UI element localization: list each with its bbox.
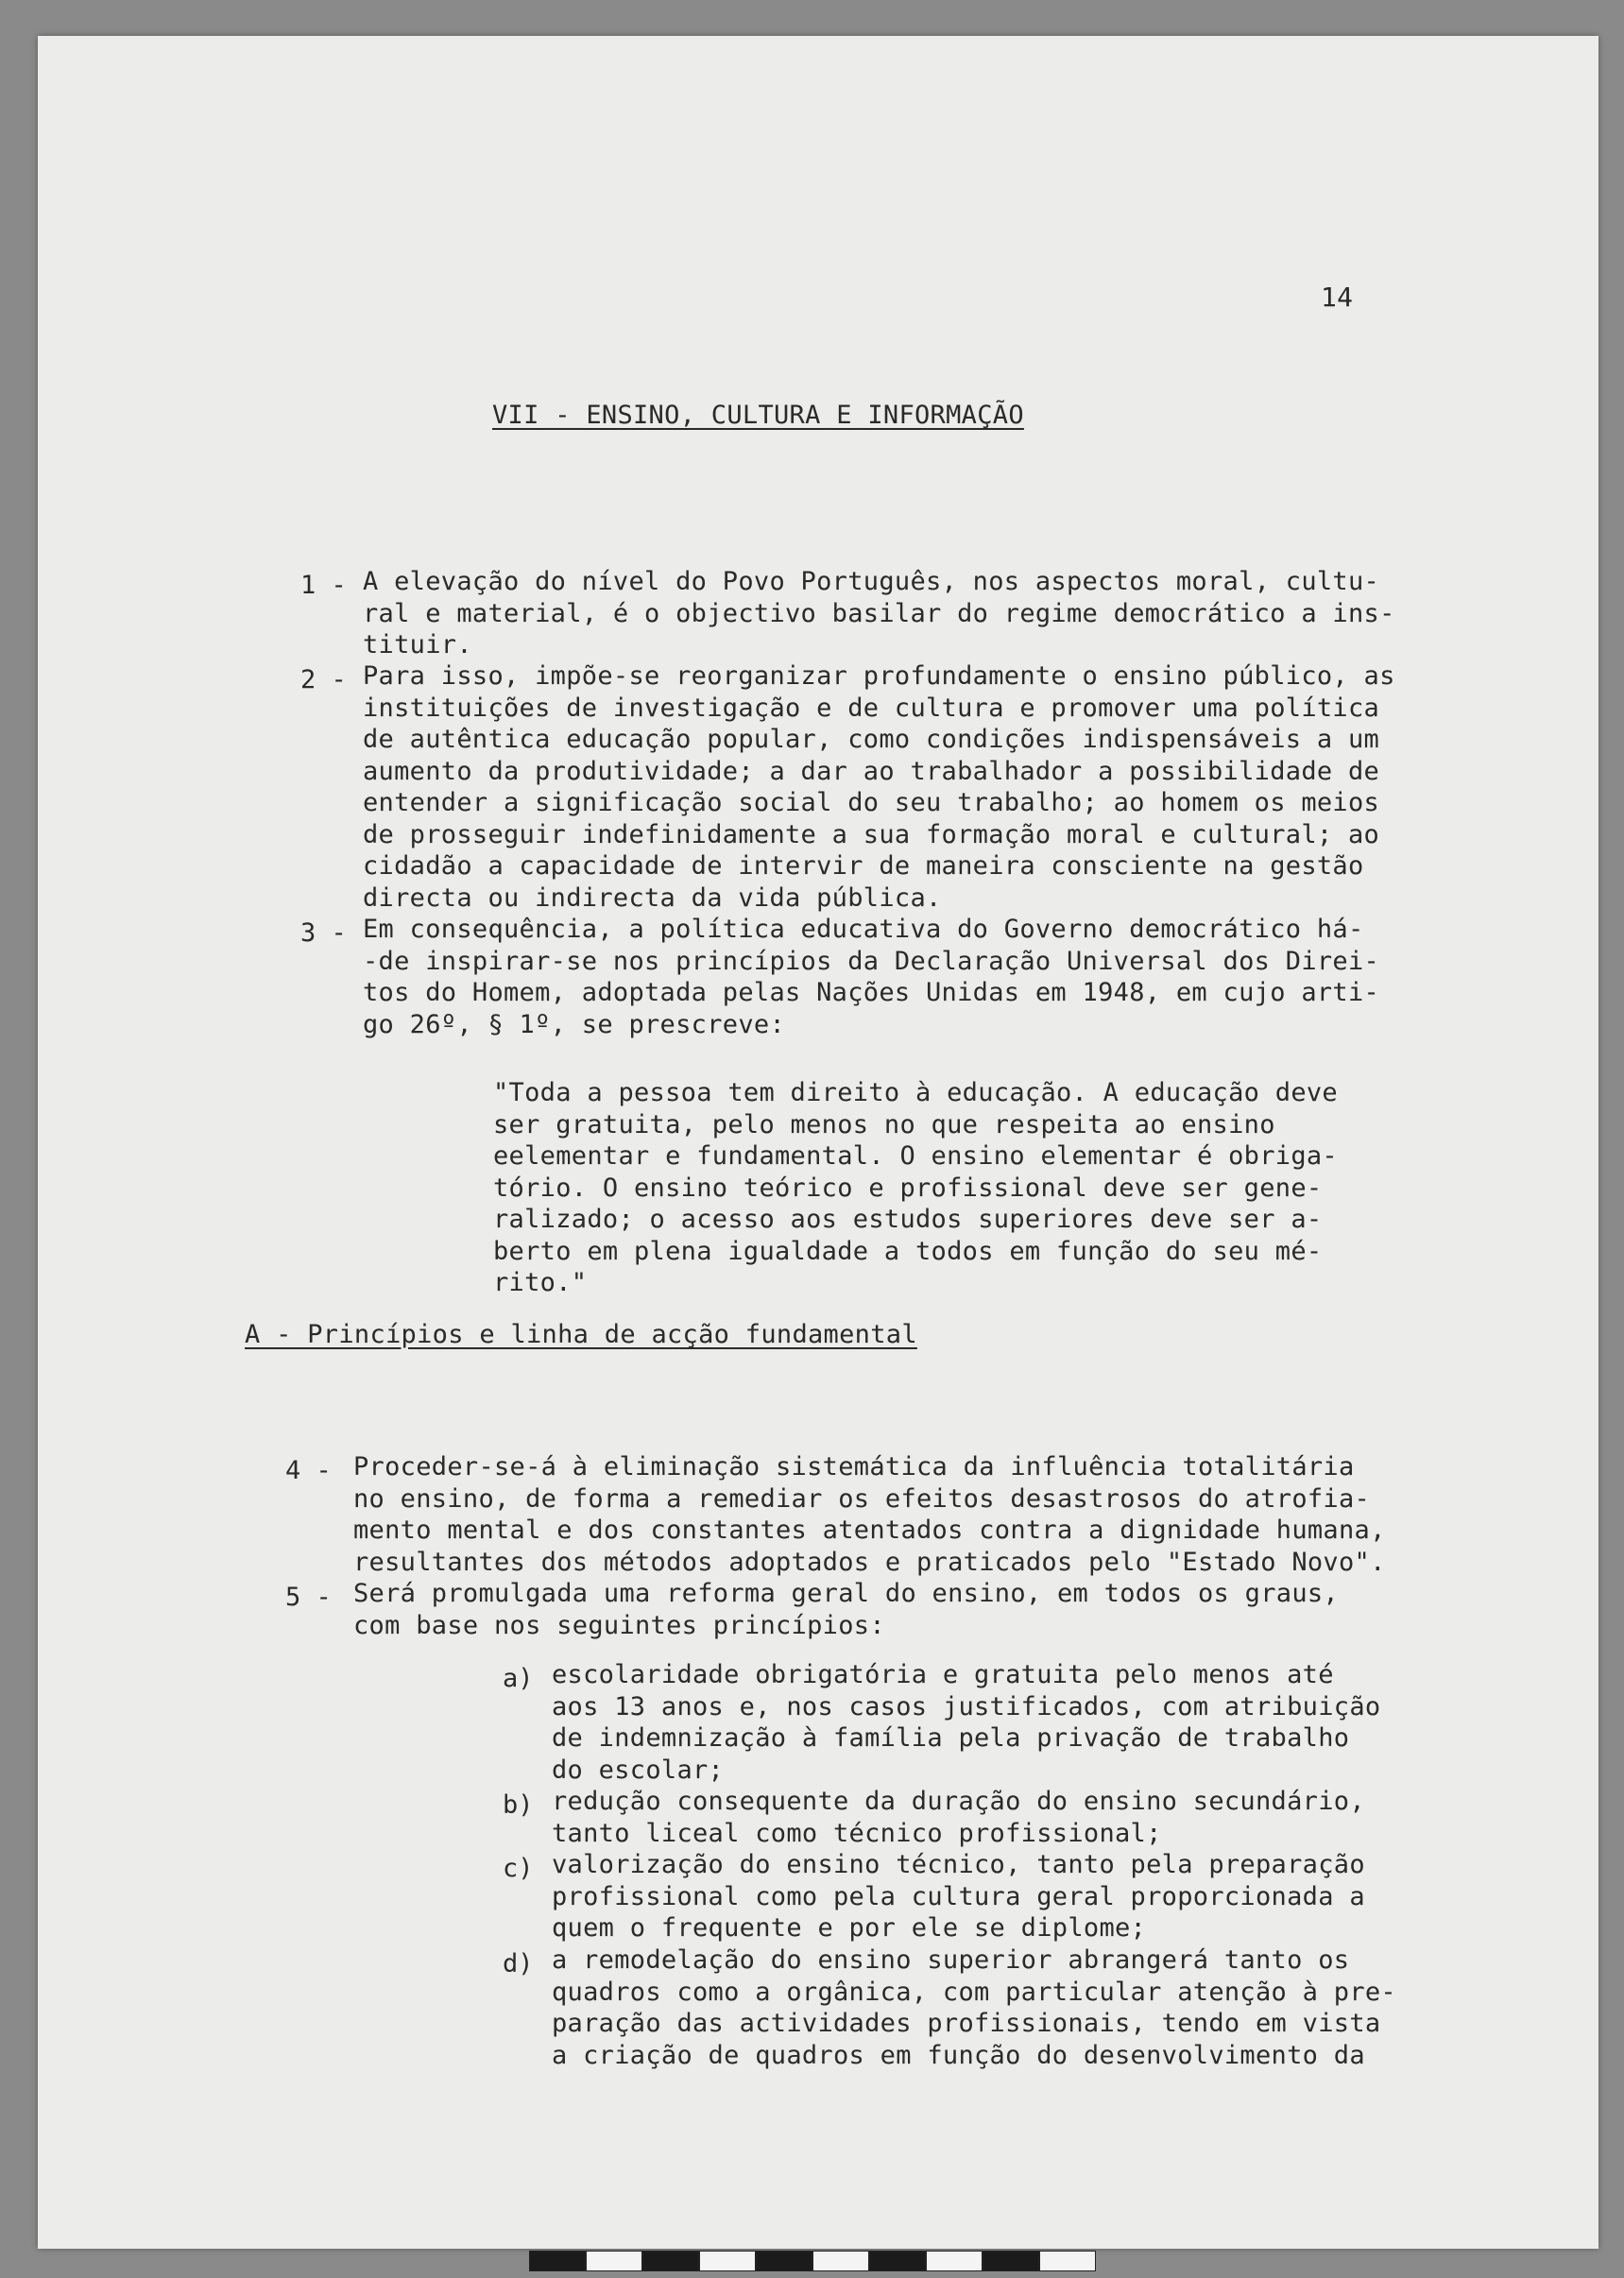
paragraph-1 <box>363 566 1395 661</box>
text-line: Para isso, impõe-se reorganizar profundamente o ensino público, as <box>363 661 1395 691</box>
text-line: Em consequência, a política educativa do Governo democrático há- <box>363 915 1364 944</box>
text-line: -de inspirar-se nos princípios da Declaração Universal dos Direi- <box>363 946 1380 976</box>
text-line: de autêntica educação popular, como condições indispensáveis a um <box>363 725 1380 754</box>
text-line: quem o frequente e por ele se diplome; <box>552 1913 1147 1943</box>
text-line: "Toda a pessoa tem direito à educação. A educação deve <box>493 1078 1338 1107</box>
scale-ruler <box>529 2251 1096 2271</box>
text-line: A elevação do nível do Povo Português, nos aspectos moral, cultu- <box>363 567 1380 596</box>
text-line: profissional como pela cultura geral proporcionada a <box>552 1881 1365 1911</box>
text-line: aumento da produtividade; a dar ao trabalhador a possibilidade de <box>363 756 1380 786</box>
paragraph-number: 5 - <box>285 1583 332 1612</box>
section-title: VII - ENSINO, CULTURA E INFORMAÇÃO <box>492 401 1024 430</box>
text-line: de indemnização à família pela privação de trabalho <box>552 1723 1350 1753</box>
paragraph-number: 4 - <box>285 1456 332 1485</box>
text-line: com base nos seguintes princípios: <box>353 1610 885 1640</box>
paragraph-number: 2 - <box>300 665 347 694</box>
text-line: no ensino, de forma a remediar os efeitos desastrosos do atrofia- <box>353 1483 1371 1514</box>
text-line: tituir. <box>363 630 472 659</box>
text-line: cidadão a capacidade de intervir de maneira consciente na gestão <box>363 851 1364 881</box>
text-line: tório. O ensino teórico e profissional deve ser gene- <box>493 1173 1323 1203</box>
text-line: tos do Homem, adoptada pelas Nações Unidas em 1948, em cujo arti- <box>363 978 1380 1007</box>
text-line: tanto liceal como técnico profissional; <box>552 1818 1162 1848</box>
paragraph-4 <box>353 1451 1386 1578</box>
text-line: berto em plena igualdade a todos em função do seu mé- <box>493 1236 1323 1266</box>
list-item <box>552 1944 1396 2071</box>
text-line: escolaridade obrigatória e gratuita pelo menos até <box>552 1660 1334 1689</box>
subsection-title: A - Princípios e linha de acção fundamental <box>245 1320 917 1349</box>
page-number: 14 <box>1321 282 1354 313</box>
paragraph-3 <box>363 914 1379 1040</box>
paragraph-5 <box>353 1578 1339 1641</box>
item-letter: a) <box>503 1664 534 1693</box>
text-line: eelementar e fundamental. O ensino elementar é obriga- <box>493 1141 1338 1171</box>
text-line: Será promulgada uma reforma geral do ensino, em todos os graus, <box>353 1579 1339 1608</box>
text-line: entender a significação social do seu trabalho; ao homem os meios <box>363 788 1380 817</box>
item-letter: d) <box>503 1949 534 1978</box>
text-line: a criação de quadros em função do desenvolvimento da <box>552 2040 1365 2070</box>
text-line: valorização do ensino técnico, tanto pela preparação <box>552 1850 1365 1879</box>
text-line: Proceder-se-á à eliminação sistemática da influência totalitária <box>353 1452 1355 1482</box>
text-line: ralizado; o acesso aos estudos superiores deve ser a- <box>493 1205 1323 1234</box>
list-item <box>552 1849 1365 1944</box>
text-line: paração das actividades profissionais, tendo em vista <box>552 2009 1381 2038</box>
list-item <box>552 1659 1380 1786</box>
text-line: ral e material, é o objectivo basilar do regime democrático a ins- <box>363 598 1395 628</box>
text-line: ser gratuita, pelo menos no que respeita ao ensino <box>493 1109 1275 1139</box>
text-line: resultantes dos métodos adoptados e praticados pelo "Estado Novo". <box>353 1547 1386 1577</box>
item-letter: c) <box>503 1854 534 1883</box>
paragraph-number: 1 - <box>300 571 347 600</box>
paragraph-2 <box>363 660 1395 914</box>
text-line: redução consequente da duração do ensino secundário, <box>552 1787 1365 1816</box>
text-line: do escolar; <box>552 1755 725 1785</box>
text-line: directa ou indirecta da vida pública. <box>363 882 942 913</box>
text-line: quadros como a orgânica, com particular atenção à pre- <box>552 1977 1396 2007</box>
text-line: a remodelação do ensino superior abrangerá tanto os <box>552 1945 1350 1975</box>
quoted-article <box>493 1077 1338 1299</box>
text-line: de prosseguir indefinidamente a sua formação moral e cultural; ao <box>363 819 1380 849</box>
item-letter: b) <box>503 1790 534 1820</box>
text-line: aos 13 anos e, nos casos justificados, com atribuição <box>552 1691 1381 1721</box>
text-line: go 26º, § 1º, se prescreve: <box>363 1009 785 1039</box>
text-line: mento mental e dos constantes atentados contra a dignidade humana, <box>353 1516 1386 1545</box>
text-line: rito." <box>493 1268 588 1297</box>
text-line: instituições de investigação e de cultura e promover uma política <box>363 693 1380 723</box>
list-item <box>552 1786 1365 1849</box>
paragraph-number: 3 - <box>300 918 347 948</box>
